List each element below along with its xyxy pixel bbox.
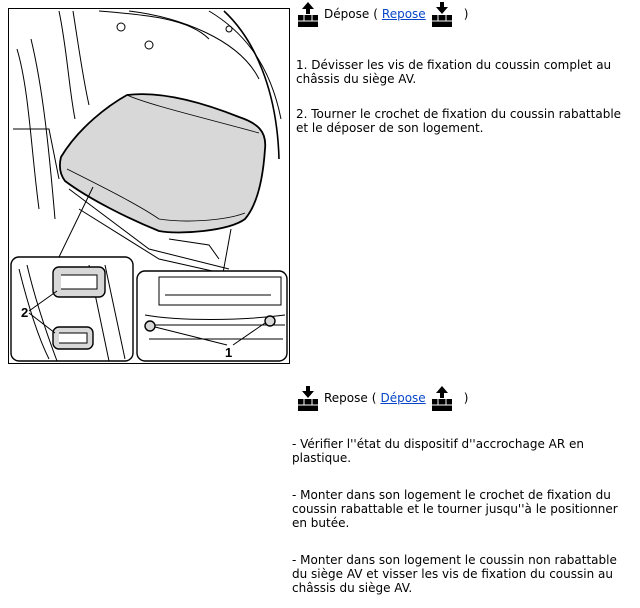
repose-link[interactable]: Repose [381,7,426,21]
depose-link[interactable]: Dépose [380,391,426,405]
depose-paren-open: ( [373,7,378,21]
callout-1: 1 [225,345,233,360]
seat-up-arrow-icon [296,2,320,26]
seat-up-arrow-icon[interactable] [430,386,454,410]
depose-heading [296,2,468,26]
seat-down-arrow-icon[interactable] [430,2,454,26]
seat-cushion-illustration [8,8,290,364]
depose-step-2: 2. Tourner le crochet de fixation du coussin rabattable et le déposer de son logement. [296,107,622,135]
depose-paren-close: ) [463,7,469,21]
repose-step-2: - Monter dans son logement le crochet de fixation du coussin rabattable et le tourner jusqu''à le positionner en butée. [292,488,618,530]
depose-title: Dépose [324,7,370,21]
depose-step-1: 1. Dévisser les vis de fixation du coussin complet au châssis du siège AV. [296,58,612,86]
repose-paren-close: ) [463,391,469,405]
repose-title: Repose [324,391,368,405]
callout-2: 2 [21,305,29,320]
repose-paren-open: ( [371,391,377,405]
repose-step-3: - Monter dans son logement le coussin non rabattable du siège AV et visser les vis de fixation du coussin au châssis du siège AV. [292,553,617,595]
repose-step-1: - Vérifier l''état du dispositif d''accrochage AR en plastique. [292,437,585,465]
seat-down-arrow-icon [296,386,320,410]
repose-heading [296,386,468,410]
